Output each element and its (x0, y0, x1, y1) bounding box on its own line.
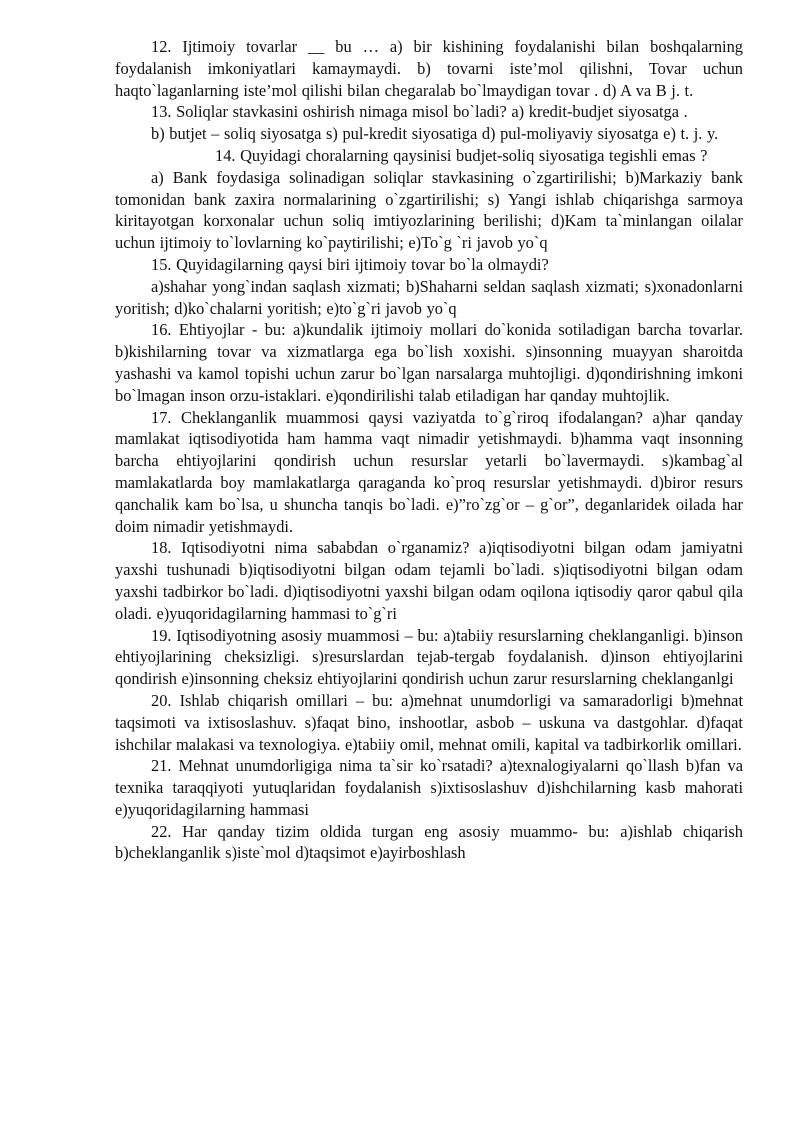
question-18: 18. Iqtisodiyotni nima sababdan o`rganamiz? a)iqtisodiyotni bilgan odam jamiyatni yaxshi tushunadi b)iqtisodiyotni bilgan odam tejamli bo`ladi. s)iqtisodiyotni bilgan odam yaxshi tadbirkor bo`ladi. d)iqtisodiyotni yaxshi bilgan odam oqilona iqtisodiy qaror qabul qila oladi. e)yuqoridagilarning hammasi to`g`ri (115, 538, 743, 623)
question-12: 12. Ijtimoiy tovarlar __ bu … a) bir kishining foydalanishi bilan boshqalarning foydalanish imkoniyatlari kamaymaydi. b) tovarni iste’mol qilishni, Tovar uchun haqto`laganlarning iste’mol qilishi bilan chegaralab bo`lmaydigan tovar . d) A va B j. t. (115, 37, 743, 100)
question-15-options: a)shahar yong`indan saqlash xizmati; b)Shaharni seldan saqlash xizmati; s)xonadonlarni yoritish; d)ko`chalarni yoritish; e)to`g`ri javob yo`q (115, 276, 743, 318)
document-page (115, 36, 743, 864)
question-19: 19. Iqtisodiyotning asosiy muammosi – bu: a)tabiiy resurslarning cheklanganligi. b)inson ehtiyojlarining cheksizligi. s)resurslardan tejab-tergab foydalanish. d)inson ehtiyojlarini qondirish e)insonning cheksiz ehtiyojlarini qondirish uchun zarur resurslarning cheklanganlgi (115, 625, 743, 689)
question-14-options: a) Bank foydasiga solinadigan soliqlar stavkasining o`zgartirilishi; b)Markaziy bank tomonidan bank zaxira normalarining o`zgartirilishi; s) Yangi ishlab chiqarishga sarmoya kiritayotgan korxonalar uchun soliq imtiyozlarining berilishi; d)Kam ta`minlangan oilalar uchun ijtimoiy to`lovlarning ko`paytirilishi; e)To`g `ri javob yo`q (115, 167, 743, 253)
question-13-options: b) butjet – soliq siyosatga s) pul-kredit siyosatiga d) pul-moliyaviy siyosatga e) t. j. y. (151, 124, 719, 144)
question-16: 16. Ehtiyojlar - bu: a)kundalik ijtimoiy mollari do`konida sotiladigan barcha tovarlar. b)kishilarning tovar va xizmatlarga ega bo`lish xoxishi. s)insonning muayyan sharoitda yashashi va kamol topishi uchun zarur bo`lgan narsalarga muhtojligi. d)qondirishning imkoni bo`lmagan inson orzu-istaklari. e)qondirilishi talab etiladigan har qanday muhtojlik. (115, 320, 743, 405)
question-13: 13. Soliqlar stavkasini oshirish nimaga misol bo`ladi? a) kredit-budjet siyosatga . (151, 102, 688, 122)
question-14: 14. Quyidagi choralarning qaysinisi budjet-soliq siyosatiga tegishli emas ? (215, 145, 708, 165)
question-21: 21. Mehnat unumdorligiga nima ta`sir ko`rsatadi? a)texnalogiyalarni qo`llash b)fan va texnika taraqqiyoti yutuqlaridan foydalanish s)ixtisoslashuv d)ishchilarning kasb mahorati e)yuqoridagilarning hammasi (115, 756, 743, 819)
question-15: 15. Quyidagilarning qaysi biri ijtimoiy tovar bo`la olmaydi? (151, 254, 549, 274)
question-20: 20. Ishlab chiqarish omillari – bu: a)mehnat unumdorligi va samaradorligi b)mehnat taqsimoti va ixtisoslashuv. s)faqat bino, inshootlar, asbob – uskuna va dastgohlar. d)faqat ishchilar malakasi va texnologiya. e)tabiiy omil, mehnat omili, kapital va tadbirkorlik omillari. (115, 690, 743, 754)
question-17: 17. Cheklanganlik muammosi qaysi vaziyatda to`g`riroq ifodalangan? a)har qanday mamlakat iqtisodiyotida ham hamma vaqt nimadir yetishmaydi. b)hamma vaqt insonning barcha ehtiyojlarini qondirish uchun resurslar yetarli bo`lavermaydi. s)kambag`al mamlakatlarda boy mamlakatlarga qaraganda ko`proq resurslar yetishmaydi. d)biror resurs qanchalik kam bo`lsa, u shuncha tanqis bo`ladi. e)”ro`zg`or – g`or”, deganlaridek oilada har doim nimadir yetishmaydi. (115, 407, 743, 536)
question-22: 22. Har qanday tizim oldida turgan eng asosiy muammo- bu: a)ishlab chiqarish b)cheklanganlik s)iste`mol d)taqsimot e)ayirboshlash (115, 821, 743, 863)
